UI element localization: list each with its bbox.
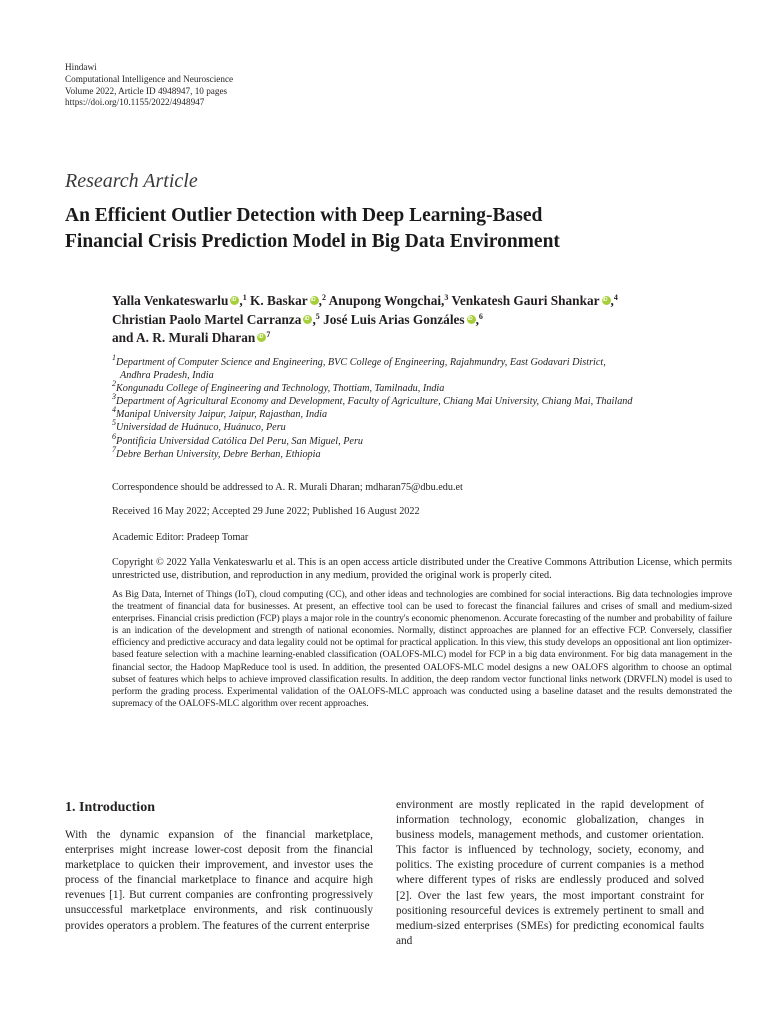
doi-link[interactable]: https://doi.org/10.1155/2022/4948947	[65, 97, 205, 108]
affiliation-sup: 5	[112, 418, 116, 428]
paper-title	[65, 203, 725, 254]
author-name: Anupong Wongchai,	[328, 293, 445, 308]
affiliation	[112, 392, 712, 408]
article-type: Research Article	[65, 170, 198, 192]
volume-info: Volume 2022, Article ID 4948947, 10 pages	[65, 85, 228, 96]
affiliation-text: Andhra Pradesh, India	[120, 370, 214, 382]
author-affiliation-sup: 3	[444, 293, 449, 302]
journal-name: Computational Intelligence and Neuroscience	[65, 73, 234, 84]
body-column-right: environment are mostly replicated in the rapid development of information technology, economic globalization, changes in business models, management methods, and customer orientation. This factor is influenced by technology, society, economy, and politics. The existing procedure of current companies is a method where different types of risks are endlessly produced and solved [2]. Over the last few years, the most important constraint for positioning resourceful devices is extremely pertinent to small and medium-sized enterprises (SMEs) for predicting economical faults and	[396, 799, 704, 947]
academic-editor: Academic Editor: Pradeep Tomar	[112, 532, 249, 543]
affiliation-sup: 6	[112, 431, 116, 441]
orcid-icon[interactable]	[467, 315, 476, 324]
orcid-icon[interactable]	[230, 296, 239, 305]
affiliation	[112, 418, 712, 434]
affiliation	[112, 431, 712, 448]
affiliation-list	[112, 353, 712, 461]
affiliation-text: Debre Berhan University, Debre Berhan, Ethiopia	[116, 448, 321, 460]
publication-dates: Received 16 May 2022; Accepted 29 June 2022; Published 16 August 2022	[112, 506, 420, 517]
author-list: Yalla VenkateswarluiD ,$^1$ K. BaskariD ,$^2$ Anupong Wongchai,$^3$ Venkatesh Gauri ShankariD ,$^4$ Christian Paolo Martel CarranzaiD ,$^5$ José Luis Arias GonzálesiD ,$^6$ and A. R. Murali DharaniD $^7$	[112, 292, 712, 348]
author-affiliation-sup: 2	[322, 293, 326, 302]
author-name: José Luis Arias Gonzáles	[323, 311, 465, 327]
author-affiliation-sup: 4	[613, 293, 618, 302]
affiliation	[112, 353, 712, 369]
orcid-icon[interactable]	[257, 333, 266, 342]
author-affiliation-sup: 5	[315, 311, 320, 321]
affiliation-sup: 3	[112, 392, 116, 402]
affiliation-text: Kongunadu College of Engineering and Technology, Thottiam, Tamilnadu, India	[116, 383, 445, 395]
orcid-icon[interactable]	[602, 296, 611, 305]
orcid-icon[interactable]	[310, 296, 319, 305]
body-column-left: With the dynamic expansion of the financial marketplace, enterprises might increase lower-cost deposit from the financial marketplace to quicken their improvement, and investor uses the process of the financial marketplace to finance and acquire high revenues [1]. But current companies are confronting progressively unsuccessful marketplace environments, and risk continuously provides operators a problem. The features of the current enterprise	[65, 829, 373, 932]
affiliation-sup: 1	[112, 353, 116, 362]
affiliation-sup: 7	[112, 444, 116, 454]
author-affiliation-sup: 6	[478, 311, 483, 321]
affiliation-text: Universidad de Huánuco, Huánuco, Peru	[116, 422, 286, 434]
author-name: Christian Paolo Martel Carranza	[112, 311, 302, 327]
author-name: Venkatesh Gauri Shankar	[451, 293, 600, 308]
title-line: Financial Crisis Prediction Model in Big Data Environment	[65, 230, 560, 252]
publisher-name: Hindawi	[65, 62, 97, 72]
affiliation	[112, 369, 712, 382]
author-name: Yalla Venkateswarlu	[112, 293, 229, 308]
author-affiliation-sup: 7	[266, 330, 271, 339]
author-affiliation-sup: 1	[242, 293, 247, 302]
affiliation	[112, 444, 712, 461]
affiliation-text: Department of Computer Science and Engineering, BVC College of Engineering, Rajahmundry, East Godavari District,	[116, 357, 606, 368]
correspondence: Correspondence should be addressed to A. R. Murali Dharan; mdharan75@dbu.edu.et	[112, 482, 463, 493]
affiliation-text: Manipal University Jaipur, Jaipur, Rajasthan, India	[116, 409, 328, 421]
orcid-icon[interactable]	[303, 315, 312, 324]
affiliation-sup: 4	[112, 405, 116, 415]
title-line: An Efficient Outlier Detection with Deep Learning-Based	[65, 205, 543, 226]
affiliation-text: Department of Agricultural Economy and Development, Faculty of Agriculture, Chiang Mai University, Chiang Mai, Thailand	[116, 396, 633, 408]
author-name: K. Baskar	[250, 293, 308, 308]
journal-header	[65, 62, 233, 109]
affiliation	[112, 405, 712, 421]
affiliation-text: Pontificia Universidad Católica Del Peru, San Miguel, Peru	[116, 435, 364, 447]
section-heading: 1. Introduction	[65, 800, 155, 815]
copyright-notice: Copyright © 2022 Yalla Venkateswarlu et al. This is an open access article distributed under the Creative Commons Attribution License, which permits unrestricted use, distribution, and reproduction in any medium, provided the original work is properly cited.	[112, 557, 732, 582]
affiliation-sup: 2	[112, 379, 116, 389]
author-name: and A. R. Murali Dharan	[112, 330, 256, 345]
abstract-text: As Big Data, Internet of Things (IoT), cloud computing (CC), and other ideas and technologies are combined for social interactions. Big data technologies improve the treatment of financial data for businesses. At present, an effective tool can be used to forecast the financial failures and crises of small and medium-sized enterprises. Financial crisis prediction (FCP) plays a major role in the country's economic phenomenon. Accurate forecasting of the number and probability of failure is an indication of the development and strength of national economies. Normally, distinct approaches are planned for an effective FCP. Conversely, classifier efficiency and predictive accuracy and data legality could not be optimal for practical application. In this view, this study develops an oppositional ant lion optimizer-based feature selection with a machine learning-enabled classification (OALOFS-MLC) model for FCP in a big data environment. For big data management in the financial sector, the Hadoop MapReduce tool is used. In addition, the presented OALOFS-MLC model designs a new OALOFS algorithm to choose an optimal subset of features which helps to achieve improved classification results. In addition, the deep random vector functional links network (DRVFLN) model is used to perform the grading process. Experimental validation of the OALOFS-MLC approach was conducted using a baseline dataset and the results demonstrated the supremacy of the OALOFS-MLC algorithm over recent approaches.	[112, 589, 732, 709]
affiliation	[112, 379, 712, 395]
